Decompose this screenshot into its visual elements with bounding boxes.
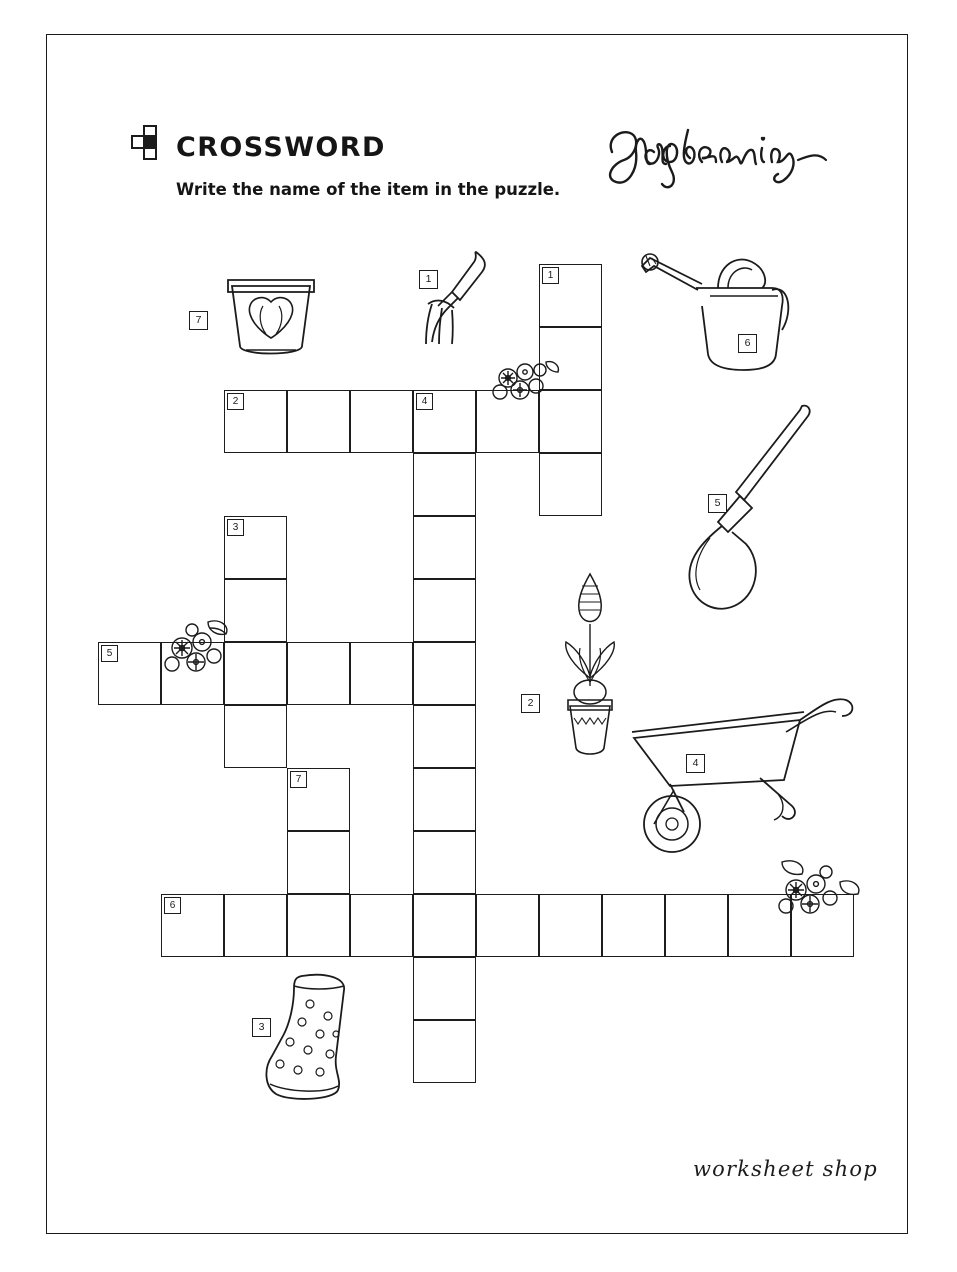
picture-number-7: 7 — [189, 311, 208, 330]
grid-cell[interactable] — [476, 894, 539, 957]
blossom-cluster-left — [148, 608, 248, 693]
grid-cell[interactable] — [413, 768, 476, 831]
clue-number-5-across: 5 — [101, 645, 118, 662]
grid-cell[interactable] — [224, 894, 287, 957]
grid-cell[interactable] — [413, 705, 476, 768]
grid-cell[interactable] — [602, 894, 665, 957]
grid-cell[interactable] — [413, 831, 476, 894]
picture-number-1: 1 — [419, 270, 438, 289]
blossom-cluster-top — [478, 350, 568, 425]
grid-cell[interactable] — [539, 894, 602, 957]
grid-cell[interactable] — [413, 516, 476, 579]
grid-cell[interactable] — [413, 453, 476, 516]
page-title: CROSSWORD — [176, 132, 386, 163]
blossom-cluster-bottom-right — [762, 848, 872, 933]
grid-cell[interactable] — [665, 894, 728, 957]
grid-cell[interactable] — [413, 579, 476, 642]
wheelbarrow-illustration — [614, 674, 864, 869]
grid-cell[interactable] — [350, 894, 413, 957]
grid-cell[interactable] — [350, 642, 413, 705]
grid-cell[interactable] — [413, 642, 476, 705]
page-instructions: Write the name of the item in the puzzle. — [176, 180, 561, 199]
picture-number-4: 4 — [686, 754, 705, 773]
grid-cell[interactable] — [350, 390, 413, 453]
footer-watermark: worksheet shop — [693, 1157, 878, 1181]
grid-cell[interactable] — [287, 642, 350, 705]
grid-cell[interactable] — [224, 705, 287, 768]
clue-number-6-across: 6 — [164, 897, 181, 914]
grid-cell[interactable] — [287, 831, 350, 894]
grid-cell[interactable] — [413, 894, 476, 957]
crossword-blocks-icon — [131, 125, 171, 165]
shovel-illustration — [666, 396, 826, 641]
grid-cell[interactable] — [287, 390, 350, 453]
clue-number-4-down: 4 — [416, 393, 433, 410]
picture-number-3: 3 — [252, 1018, 271, 1037]
picture-number-6: 6 — [738, 334, 757, 353]
picture-number-5: 5 — [708, 494, 727, 513]
clue-number-3-down: 3 — [227, 519, 244, 536]
picture-number-2: 2 — [521, 694, 540, 713]
grid-cell[interactable] — [287, 894, 350, 957]
grid-cell[interactable] — [413, 1020, 476, 1083]
grid-cell[interactable] — [413, 957, 476, 1020]
theme-title — [592, 112, 842, 192]
rain-boot-illustration — [250, 964, 380, 1119]
flower-pot-illustration — [216, 270, 326, 375]
clue-number-1-down: 1 — [542, 267, 559, 284]
watering-can-illustration — [632, 244, 802, 389]
grid-cell[interactable] — [539, 453, 602, 516]
clue-number-7-down: 7 — [290, 771, 307, 788]
clue-number-2-across: 2 — [227, 393, 244, 410]
garden-fork-illustration — [408, 246, 503, 366]
